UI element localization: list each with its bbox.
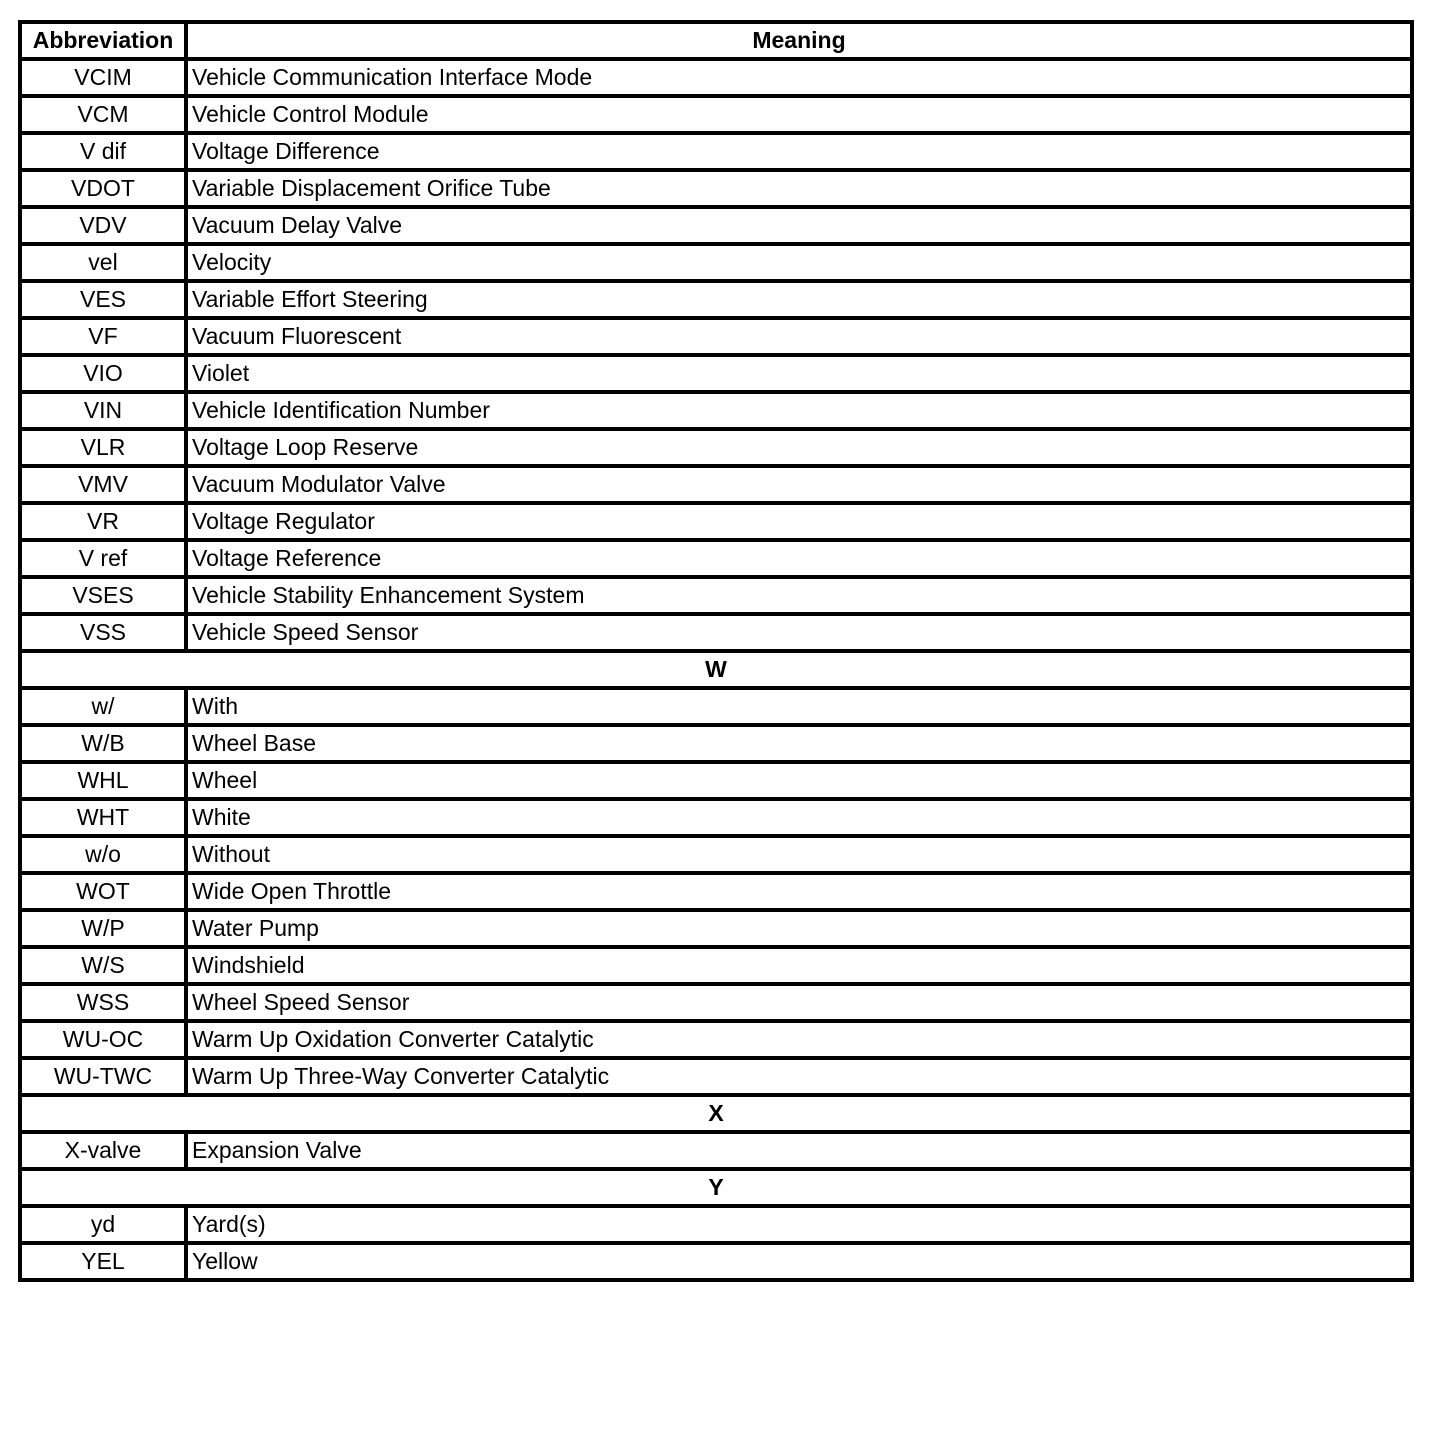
meaning-cell: Yard(s)	[186, 1206, 1412, 1243]
table-row	[20, 984, 1412, 1021]
meaning-cell: Vacuum Modulator Valve	[186, 466, 1412, 503]
header-meaning: Meaning	[186, 22, 1412, 59]
meaning-cell: Expansion Valve	[186, 1132, 1412, 1169]
meaning-cell: Warm Up Three-Way Converter Catalytic	[186, 1058, 1412, 1095]
meaning-cell: Velocity	[186, 244, 1412, 281]
meaning-cell: Water Pump	[186, 910, 1412, 947]
abbreviation-cell: VDOT	[20, 170, 186, 207]
table-row	[20, 355, 1412, 392]
abbreviation-table	[18, 20, 1414, 1282]
table-row	[20, 688, 1412, 725]
meaning-cell: Variable Displacement Orifice Tube	[186, 170, 1412, 207]
meaning-cell: Vehicle Control Module	[186, 96, 1412, 133]
table-row	[20, 873, 1412, 910]
table-row	[20, 1021, 1412, 1058]
abbreviation-cell: VES	[20, 281, 186, 318]
table-row	[20, 96, 1412, 133]
table-row	[20, 577, 1412, 614]
abbreviation-cell: w/	[20, 688, 186, 725]
abbreviation-cell: w/o	[20, 836, 186, 873]
abbreviation-cell: WSS	[20, 984, 186, 1021]
abbreviation-cell: VF	[20, 318, 186, 355]
table-row	[20, 1206, 1412, 1243]
meaning-cell: Warm Up Oxidation Converter Catalytic	[186, 1021, 1412, 1058]
abbreviation-cell: WOT	[20, 873, 186, 910]
meaning-cell: Yellow	[186, 1243, 1412, 1280]
abbreviation-cell: VIO	[20, 355, 186, 392]
table-row	[20, 392, 1412, 429]
meaning-cell: Variable Effort Steering	[186, 281, 1412, 318]
table-row	[20, 59, 1412, 96]
meaning-cell: With	[186, 688, 1412, 725]
table-row	[20, 244, 1412, 281]
table-header-row	[20, 22, 1412, 59]
section-header-row	[20, 1095, 1412, 1132]
meaning-cell: Wheel Base	[186, 725, 1412, 762]
meaning-cell: Without	[186, 836, 1412, 873]
section-header-row	[20, 1169, 1412, 1206]
abbreviation-cell: YEL	[20, 1243, 186, 1280]
abbreviation-cell: VSS	[20, 614, 186, 651]
table-row	[20, 207, 1412, 244]
table-row	[20, 318, 1412, 355]
abbreviation-cell: vel	[20, 244, 186, 281]
abbreviation-cell: V ref	[20, 540, 186, 577]
abbreviation-cell: WHL	[20, 762, 186, 799]
abbreviation-cell: WU-OC	[20, 1021, 186, 1058]
table-row	[20, 725, 1412, 762]
abbreviation-cell: VIN	[20, 392, 186, 429]
table-row	[20, 133, 1412, 170]
table-row	[20, 1243, 1412, 1280]
table-row	[20, 836, 1412, 873]
abbreviation-cell: W/B	[20, 725, 186, 762]
meaning-cell: Vehicle Communication Interface Mode	[186, 59, 1412, 96]
table-row	[20, 429, 1412, 466]
meaning-cell: Vehicle Speed Sensor	[186, 614, 1412, 651]
abbreviation-cell: VDV	[20, 207, 186, 244]
meaning-cell: Wheel	[186, 762, 1412, 799]
meaning-cell: Wide Open Throttle	[186, 873, 1412, 910]
abbreviation-cell: W/P	[20, 910, 186, 947]
section-letter: W	[20, 651, 1412, 688]
abbreviation-cell: VCIM	[20, 59, 186, 96]
abbreviation-cell: W/S	[20, 947, 186, 984]
table-row	[20, 540, 1412, 577]
table-row	[20, 910, 1412, 947]
abbreviation-cell: VCM	[20, 96, 186, 133]
table-row	[20, 1058, 1412, 1095]
meaning-cell: Voltage Reference	[186, 540, 1412, 577]
meaning-cell: Violet	[186, 355, 1412, 392]
table-row	[20, 503, 1412, 540]
table-row	[20, 281, 1412, 318]
abbreviation-cell: V dif	[20, 133, 186, 170]
meaning-cell: Vehicle Identification Number	[186, 392, 1412, 429]
abbreviation-cell: VSES	[20, 577, 186, 614]
table-row	[20, 799, 1412, 836]
table-row	[20, 1132, 1412, 1169]
section-letter: X	[20, 1095, 1412, 1132]
meaning-cell: Voltage Difference	[186, 133, 1412, 170]
table-row	[20, 947, 1412, 984]
meaning-cell: Voltage Loop Reserve	[186, 429, 1412, 466]
abbreviation-cell: X-valve	[20, 1132, 186, 1169]
table-row	[20, 762, 1412, 799]
table-body	[20, 59, 1412, 1280]
meaning-cell: Wheel Speed Sensor	[186, 984, 1412, 1021]
meaning-cell: Vehicle Stability Enhancement System	[186, 577, 1412, 614]
section-header-row	[20, 651, 1412, 688]
table-row	[20, 170, 1412, 207]
abbreviation-cell: WHT	[20, 799, 186, 836]
meaning-cell: Windshield	[186, 947, 1412, 984]
abbreviation-cell: VR	[20, 503, 186, 540]
abbreviation-cell: VMV	[20, 466, 186, 503]
meaning-cell: Vacuum Delay Valve	[186, 207, 1412, 244]
meaning-cell: Vacuum Fluorescent	[186, 318, 1412, 355]
abbreviation-cell: yd	[20, 1206, 186, 1243]
table-row	[20, 614, 1412, 651]
abbreviation-cell: WU-TWC	[20, 1058, 186, 1095]
abbreviation-cell: VLR	[20, 429, 186, 466]
meaning-cell: Voltage Regulator	[186, 503, 1412, 540]
table-row	[20, 466, 1412, 503]
meaning-cell: White	[186, 799, 1412, 836]
header-abbreviation: Abbreviation	[20, 22, 186, 59]
section-letter: Y	[20, 1169, 1412, 1206]
